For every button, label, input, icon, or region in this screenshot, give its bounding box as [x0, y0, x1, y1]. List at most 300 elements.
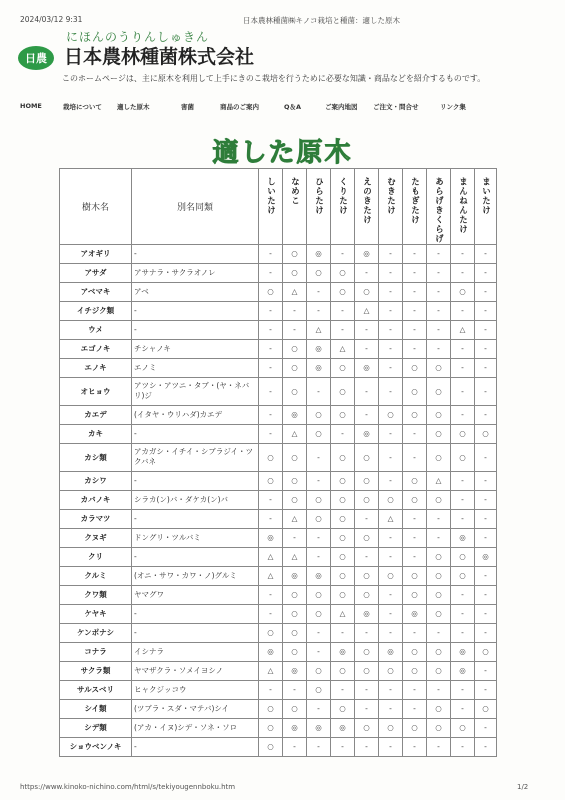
suitability-mark-cell: ○	[331, 547, 355, 566]
suitability-mark-cell: △	[259, 661, 283, 680]
suitability-mark-cell: ◎	[355, 244, 379, 263]
suitability-mark-cell: -	[427, 263, 451, 282]
suitability-mark-cell: ◎	[475, 547, 497, 566]
nav-item[interactable]: リンク集	[440, 103, 466, 111]
suitability-mark-cell: -	[259, 490, 283, 509]
table-row	[60, 604, 497, 623]
suitability-mark-cell: -	[403, 699, 427, 718]
alias-cell: イシナラ	[132, 642, 259, 661]
alias-cell: (オニ・サワ・カワ・ノ)グルミ	[132, 566, 259, 585]
suitability-mark-cell: ○	[283, 358, 307, 377]
tree-name-cell: エノキ	[60, 358, 132, 377]
suitability-mark-cell: ○	[283, 585, 307, 604]
header-mushroom-label: くりたけ	[337, 177, 348, 215]
header-mushroom-label: しいたけ	[265, 177, 276, 215]
suitability-mark-cell: -	[427, 623, 451, 642]
suitability-mark-cell: -	[307, 528, 331, 547]
suitability-mark-cell: ◎	[307, 718, 331, 737]
suitability-mark-cell: ○	[331, 263, 355, 282]
suitability-mark-cell: ○	[355, 661, 379, 680]
suitability-mark-cell: △	[451, 320, 475, 339]
tree-name-cell: カキ	[60, 424, 132, 443]
suitability-mark-cell: ○	[283, 339, 307, 358]
suitability-mark-cell: -	[307, 301, 331, 320]
alias-cell: エノミ	[132, 358, 259, 377]
nav-item[interactable]: ご注文・問合せ	[373, 103, 419, 111]
suitability-mark-cell: -	[307, 443, 331, 471]
alias-cell: -	[132, 320, 259, 339]
table-row	[60, 642, 497, 661]
suitability-mark-cell: -	[259, 244, 283, 263]
suitability-mark-cell: -	[475, 566, 497, 585]
suitability-mark-cell: ○	[403, 718, 427, 737]
suitability-mark-cell: ○	[307, 490, 331, 509]
suitability-mark-cell: ○	[451, 547, 475, 566]
suitability-mark-cell: ○	[259, 623, 283, 642]
suitability-mark-cell: -	[451, 737, 475, 756]
suitability-mark-cell: -	[379, 471, 403, 490]
suitability-mark-cell: △	[259, 547, 283, 566]
suitability-mark-cell: ○	[259, 737, 283, 756]
suitability-mark-cell: -	[307, 547, 331, 566]
suitability-mark-cell: ○	[379, 718, 403, 737]
table-row	[60, 339, 497, 358]
suitability-mark-cell: ○	[355, 718, 379, 737]
table-row	[60, 443, 497, 471]
suitability-mark-cell: -	[403, 443, 427, 471]
suitability-mark-cell: -	[475, 490, 497, 509]
suitability-mark-cell: ○	[331, 509, 355, 528]
suitability-mark-cell: -	[475, 718, 497, 737]
suitability-mark-cell: ○	[355, 443, 379, 471]
suitability-mark-cell: -	[331, 301, 355, 320]
header-mushroom-label: なめこ	[289, 177, 300, 206]
suitability-mark-cell: ○	[283, 244, 307, 263]
alias-cell: ヤマザクラ・ソメイヨシノ	[132, 661, 259, 680]
suitability-mark-cell: ○	[259, 718, 283, 737]
header-mushroom	[403, 169, 427, 245]
suitability-mark-cell: ○	[403, 377, 427, 405]
tree-name-cell: コナラ	[60, 642, 132, 661]
header-mushroom-label: まんねんたけ	[457, 177, 468, 234]
suitability-mark-cell: -	[259, 301, 283, 320]
suitability-mark-cell: ○	[355, 528, 379, 547]
suitability-mark-cell: -	[259, 680, 283, 699]
suitability-mark-cell: ◎	[259, 642, 283, 661]
suitability-mark-cell: ○	[355, 566, 379, 585]
suitability-mark-cell: -	[379, 443, 403, 471]
alias-cell: -	[132, 737, 259, 756]
suitability-mark-cell: ○	[283, 263, 307, 282]
suitable-logs-table	[59, 168, 497, 757]
table-row	[60, 405, 497, 424]
suitability-mark-cell: ○	[283, 377, 307, 405]
suitability-mark-cell: -	[283, 528, 307, 547]
nav-item[interactable]: Q＆A	[284, 103, 302, 111]
alias-cell: -	[132, 301, 259, 320]
suitability-mark-cell: -	[427, 301, 451, 320]
suitability-mark-cell: -	[427, 680, 451, 699]
suitability-mark-cell: ○	[283, 623, 307, 642]
alias-cell: -	[132, 547, 259, 566]
suitability-mark-cell: -	[451, 405, 475, 424]
suitability-mark-cell: ◎	[283, 718, 307, 737]
suitability-mark-cell: -	[259, 585, 283, 604]
suitability-mark-cell: -	[379, 604, 403, 623]
table-row	[60, 661, 497, 680]
suitability-mark-cell: ○	[427, 490, 451, 509]
suitability-mark-cell: -	[259, 263, 283, 282]
suitability-mark-cell: -	[475, 377, 497, 405]
suitability-mark-cell: ○	[259, 699, 283, 718]
suitability-mark-cell: ◎	[331, 718, 355, 737]
suitability-mark-cell: ○	[355, 471, 379, 490]
table-row	[60, 547, 497, 566]
suitability-mark-cell: -	[475, 680, 497, 699]
suitability-mark-cell: ○	[307, 661, 331, 680]
header-mushroom-label: たもぎたけ	[409, 177, 420, 225]
suitability-mark-cell: △	[331, 604, 355, 623]
suitability-mark-cell: ○	[427, 585, 451, 604]
suitability-mark-cell: ○	[403, 642, 427, 661]
suitability-mark-cell: -	[475, 358, 497, 377]
suitability-mark-cell: -	[427, 737, 451, 756]
suitability-mark-cell: -	[355, 509, 379, 528]
suitability-mark-cell: -	[307, 282, 331, 301]
suitability-mark-cell: -	[379, 263, 403, 282]
suitability-mark-cell: ◎	[307, 244, 331, 263]
suitability-mark-cell: ○	[475, 642, 497, 661]
tree-name-cell: イチジク類	[60, 301, 132, 320]
tree-name-cell: カラマツ	[60, 509, 132, 528]
suitability-mark-cell: -	[475, 528, 497, 547]
suitability-mark-cell: ◎	[283, 566, 307, 585]
tree-name-cell: アサダ	[60, 263, 132, 282]
suitability-mark-cell: ○	[331, 661, 355, 680]
suitability-mark-cell: -	[355, 623, 379, 642]
company-name-ruby: にほんのうりんしゅきん	[66, 30, 210, 44]
header-mushroom-label: えのきたけ	[361, 177, 372, 225]
suitability-mark-cell: -	[475, 282, 497, 301]
suitability-mark-cell: ○	[331, 490, 355, 509]
suitability-mark-cell: -	[379, 680, 403, 699]
tree-name-cell: カバノキ	[60, 490, 132, 509]
nav-item[interactable]: 栽培について	[63, 103, 102, 111]
suitability-mark-cell: -	[307, 642, 331, 661]
suitability-mark-cell: ◎	[451, 661, 475, 680]
suitability-mark-cell: ○	[427, 718, 451, 737]
print-header-title: 日本農林種菌㈱キノコ栽培と種菌：適した原木	[243, 16, 400, 25]
suitability-mark-cell: ○	[427, 661, 451, 680]
suitability-mark-cell: -	[475, 244, 497, 263]
suitability-mark-cell: ○	[331, 282, 355, 301]
suitability-mark-cell: -	[283, 320, 307, 339]
suitability-mark-cell: ○	[283, 699, 307, 718]
suitability-mark-cell: ○	[403, 405, 427, 424]
suitability-mark-cell: ◎	[355, 358, 379, 377]
suitability-mark-cell: -	[403, 424, 427, 443]
alias-cell: アベ	[132, 282, 259, 301]
suitability-mark-cell: ○	[283, 604, 307, 623]
suitability-mark-cell: ○	[331, 566, 355, 585]
suitability-mark-cell: -	[475, 471, 497, 490]
suitability-mark-cell: ○	[355, 282, 379, 301]
alias-cell: シラカ(ン)バ・ダケカ(ン)バ	[132, 490, 259, 509]
suitability-mark-cell: -	[475, 509, 497, 528]
nav-item[interactable]: 害菌	[181, 103, 194, 111]
suitability-mark-cell: ○	[475, 699, 497, 718]
suitability-mark-cell: -	[259, 405, 283, 424]
suitability-mark-cell: -	[379, 320, 403, 339]
suitability-mark-cell: -	[451, 585, 475, 604]
suitability-mark-cell: ◎	[355, 424, 379, 443]
suitability-mark-cell: -	[475, 263, 497, 282]
tree-name-cell: クワ類	[60, 585, 132, 604]
nav-item[interactable]: ご案内地図	[325, 103, 358, 111]
alias-cell: (ツブラ・スダ・マテバ)シイ	[132, 699, 259, 718]
suitability-mark-cell: -	[379, 339, 403, 358]
tree-name-cell: カシワ	[60, 471, 132, 490]
suitability-mark-cell: -	[451, 680, 475, 699]
intro-text: このホームページは、主に原木を利用して上手にきのこ栽培を行うために必要な知識・商品などを紹介するものです。	[62, 74, 486, 83]
suitability-mark-cell: ○	[427, 443, 451, 471]
table-row	[60, 585, 497, 604]
alias-cell: ヤマグワ	[132, 585, 259, 604]
table-row	[60, 737, 497, 756]
suitability-mark-cell: -	[307, 377, 331, 405]
suitability-mark-cell: ◎	[451, 642, 475, 661]
table-row	[60, 424, 497, 443]
suitability-mark-cell: -	[355, 680, 379, 699]
header-mushroom	[307, 169, 331, 245]
suitability-mark-cell: △	[307, 320, 331, 339]
suitability-mark-cell: -	[331, 737, 355, 756]
header-mushroom	[451, 169, 475, 245]
suitability-mark-cell: ◎	[283, 661, 307, 680]
alias-cell: -	[132, 471, 259, 490]
alias-cell: アツシ・アツニ・タブ・(ヤ・ネバリ)ジ	[132, 377, 259, 405]
suitability-mark-cell: ○	[331, 471, 355, 490]
tree-name-cell: ケヤキ	[60, 604, 132, 623]
tree-name-cell: ウメ	[60, 320, 132, 339]
nav-item[interactable]: 商品のご案内	[220, 103, 259, 111]
suitability-mark-cell: -	[355, 263, 379, 282]
suitability-mark-cell: ○	[427, 699, 451, 718]
suitability-mark-cell: -	[355, 320, 379, 339]
suitability-mark-cell: -	[355, 547, 379, 566]
suitability-mark-cell: -	[331, 680, 355, 699]
print-header-datetime: 2024/03/12 9:31	[20, 15, 83, 24]
suitability-mark-cell: ◎	[331, 642, 355, 661]
suitability-mark-cell: -	[379, 301, 403, 320]
suitability-mark-cell: -	[379, 585, 403, 604]
suitability-mark-cell: -	[427, 320, 451, 339]
tree-name-cell: クヌギ	[60, 528, 132, 547]
alias-cell: (イタヤ・ウリハダ)カエデ	[132, 405, 259, 424]
suitability-mark-cell: ○	[403, 358, 427, 377]
suitability-mark-cell: ○	[307, 604, 331, 623]
suitability-mark-cell: -	[331, 244, 355, 263]
alias-cell: -	[132, 244, 259, 263]
tree-name-cell: ケンポナシ	[60, 623, 132, 642]
suitability-mark-cell: -	[475, 405, 497, 424]
company-name[interactable]: 日本農林種菌株式会社	[64, 46, 255, 68]
suitability-mark-cell: -	[451, 339, 475, 358]
suitability-mark-cell: -	[307, 471, 331, 490]
suitability-mark-cell: ○	[307, 424, 331, 443]
suitability-mark-cell: -	[283, 301, 307, 320]
suitability-mark-cell: -	[379, 547, 403, 566]
table-row	[60, 282, 497, 301]
suitability-mark-cell: -	[403, 244, 427, 263]
company-logo[interactable]: 日農	[18, 46, 54, 70]
nav-item[interactable]: 適した原木	[117, 103, 150, 111]
suitability-mark-cell: ○	[355, 490, 379, 509]
suitability-mark-cell: ○	[451, 282, 475, 301]
suitability-mark-cell: -	[379, 358, 403, 377]
suitability-mark-cell: ○	[451, 443, 475, 471]
tree-name-cell: クルミ	[60, 566, 132, 585]
suitability-mark-cell: -	[307, 737, 331, 756]
suitability-mark-cell: -	[379, 699, 403, 718]
header-mushroom-label: あらげきくらげ	[433, 177, 444, 244]
tree-name-cell: エゴノキ	[60, 339, 132, 358]
alias-cell: -	[132, 623, 259, 642]
suitability-mark-cell: -	[403, 509, 427, 528]
table-row	[60, 301, 497, 320]
suitability-mark-cell: ◎	[283, 405, 307, 424]
suitability-mark-cell: -	[451, 358, 475, 377]
suitability-mark-cell: -	[475, 604, 497, 623]
suitability-mark-cell: -	[475, 443, 497, 471]
tree-name-cell: アオギリ	[60, 244, 132, 263]
suitability-mark-cell: ○	[403, 566, 427, 585]
suitability-mark-cell: ○	[427, 642, 451, 661]
suitability-mark-cell: -	[259, 509, 283, 528]
alias-cell: ヒャクジッコウ	[132, 680, 259, 699]
suitability-mark-cell: △	[283, 547, 307, 566]
suitability-mark-cell: ○	[475, 424, 497, 443]
suitability-mark-cell: -	[475, 585, 497, 604]
suitability-mark-cell: ○	[403, 585, 427, 604]
table-row	[60, 528, 497, 547]
suitability-mark-cell: -	[427, 509, 451, 528]
suitability-mark-cell: ○	[379, 490, 403, 509]
tree-name-cell: サクラ類	[60, 661, 132, 680]
suitability-mark-cell: ○	[355, 642, 379, 661]
suitability-mark-cell: ◎	[379, 642, 403, 661]
suitability-mark-cell: -	[259, 320, 283, 339]
suitability-mark-cell: -	[403, 339, 427, 358]
suitability-mark-cell: -	[379, 424, 403, 443]
suitability-mark-cell: ○	[331, 377, 355, 405]
table-row	[60, 509, 497, 528]
suitability-mark-cell: ◎	[259, 528, 283, 547]
tree-name-cell: ショウベンノキ	[60, 737, 132, 756]
suitability-mark-cell: ○	[427, 424, 451, 443]
suitability-mark-cell: ○	[427, 358, 451, 377]
suitability-mark-cell: -	[355, 737, 379, 756]
suitability-mark-cell: ○	[331, 528, 355, 547]
suitability-mark-cell: ○	[259, 443, 283, 471]
suitability-mark-cell: △	[427, 471, 451, 490]
suitability-mark-cell: -	[403, 301, 427, 320]
suitability-mark-cell: ○	[355, 585, 379, 604]
suitability-mark-cell: ◎	[307, 339, 331, 358]
suitability-mark-cell: -	[403, 737, 427, 756]
suitability-mark-cell: ○	[451, 424, 475, 443]
header-mushroom	[475, 169, 497, 245]
tree-name-cell: クリ	[60, 547, 132, 566]
table-row	[60, 718, 497, 737]
suitability-mark-cell: ○	[427, 604, 451, 623]
suitability-mark-cell: ◎	[403, 604, 427, 623]
table-row	[60, 566, 497, 585]
suitability-mark-cell: ○	[403, 661, 427, 680]
suitability-mark-cell: -	[475, 661, 497, 680]
header-mushroom-label: むきたけ	[385, 177, 396, 215]
suitability-mark-cell: -	[475, 320, 497, 339]
suitability-mark-cell: ○	[427, 377, 451, 405]
suitability-mark-cell: -	[451, 490, 475, 509]
suitability-mark-cell: -	[475, 737, 497, 756]
tree-name-cell: アベマキ	[60, 282, 132, 301]
suitability-mark-cell: -	[379, 528, 403, 547]
suitability-mark-cell: -	[475, 301, 497, 320]
suitability-mark-cell: ◎	[307, 358, 331, 377]
suitability-mark-cell: ○	[379, 566, 403, 585]
tree-name-cell: シデ類	[60, 718, 132, 737]
suitability-mark-cell: -	[355, 699, 379, 718]
suitability-mark-cell: △	[283, 282, 307, 301]
suitability-mark-cell: -	[355, 405, 379, 424]
suitability-mark-cell: △	[283, 509, 307, 528]
suitability-mark-cell: ○	[307, 263, 331, 282]
suitability-mark-cell: -	[403, 282, 427, 301]
suitability-mark-cell: ○	[283, 443, 307, 471]
suitability-mark-cell: -	[355, 339, 379, 358]
suitability-mark-cell: -	[331, 424, 355, 443]
suitability-mark-cell: ○	[331, 405, 355, 424]
suitability-mark-cell: ○	[403, 490, 427, 509]
page-heading: 適した原木	[212, 138, 353, 168]
alias-cell: チシャノキ	[132, 339, 259, 358]
suitability-mark-cell: △	[355, 301, 379, 320]
suitability-mark-cell: -	[331, 623, 355, 642]
suitability-mark-cell: -	[403, 623, 427, 642]
tree-name-cell: カエデ	[60, 405, 132, 424]
table-row	[60, 263, 497, 282]
alias-cell: アカガシ・イチイ・シブラジイ・ツクバネ	[132, 443, 259, 471]
header-mushroom	[259, 169, 283, 245]
header-tree-name: 樹木名	[60, 169, 132, 245]
alias-cell: -	[132, 604, 259, 623]
tree-name-cell: シイ類	[60, 699, 132, 718]
suitability-mark-cell: ○	[331, 443, 355, 471]
suitability-mark-cell: -	[427, 339, 451, 358]
footer-url: https://www.kinoko-nichino.com/html/s/tekiyougennboku.htm	[20, 783, 236, 791]
suitability-mark-cell: -	[451, 471, 475, 490]
header-alias: 別名同類	[132, 169, 259, 245]
suitability-mark-cell: △	[283, 424, 307, 443]
alias-cell: アサナラ・サクラオノレ	[132, 263, 259, 282]
suitability-mark-cell: -	[403, 263, 427, 282]
nav-item[interactable]: HOME	[20, 102, 42, 110]
suitability-mark-cell: ○	[283, 490, 307, 509]
suitability-mark-cell: ○	[427, 547, 451, 566]
suitability-mark-cell: ○	[259, 471, 283, 490]
suitability-mark-cell: ◎	[355, 604, 379, 623]
